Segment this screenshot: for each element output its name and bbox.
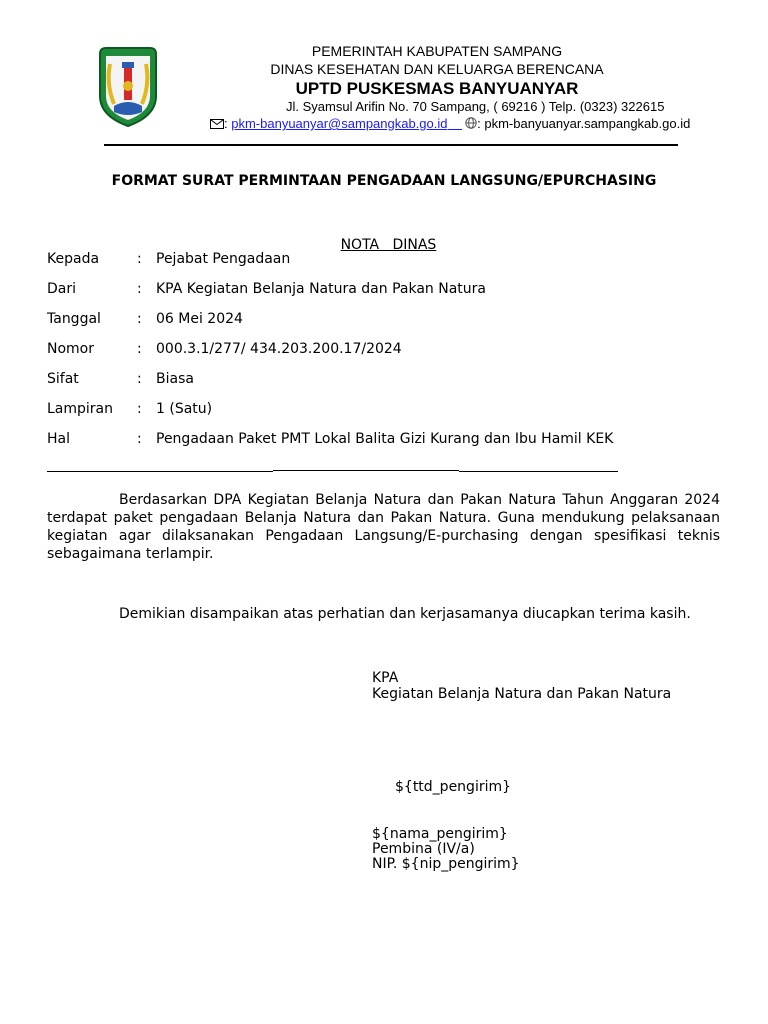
website-text: pkm-banyuanyar.sampangkab.go.id bbox=[484, 116, 691, 131]
meta-value-kepada: Pejabat Pengadaan bbox=[156, 251, 291, 267]
meta-value-nomor: 000.3.1/277/ 434.203.200.17/2024 bbox=[156, 341, 402, 357]
meta-label-kepada: Kepada bbox=[47, 251, 100, 267]
meta-label-tanggal: Tanggal bbox=[47, 311, 101, 327]
meta-value-sifat: Biasa bbox=[156, 371, 194, 387]
meta-value-tanggal: 06 Mei 2024 bbox=[156, 311, 243, 327]
body-paragraph: Berdasarkan DPA Kegiatan Belanja Natura dan Pakan Natura Tahun Anggaran 2024 terdapat paket pengadaan Belanja Natura dan Pakan Natura. Guna mendukung pelaksanaan kegiatan agar dilaksanakan Pengadaan Langsung/E-purchasing dengan spesifikasi teknis sebagaimana terlampir. bbox=[47, 492, 720, 562]
meta-value-dari: KPA Kegiatan Belanja Natura dan Pakan Natura bbox=[156, 281, 486, 297]
meta-colon: : bbox=[137, 251, 142, 267]
letterhead-government: PEMERINTAH KABUPATEN SAMPANG bbox=[311, 43, 563, 59]
meta-label-sifat: Sifat bbox=[47, 371, 79, 387]
shield-emblem-icon bbox=[96, 44, 160, 128]
signer-rank: Pembina (IV/a) bbox=[372, 841, 475, 857]
meta-label-hal: Hal bbox=[47, 431, 70, 447]
meta-label-nomor: Nomor bbox=[47, 341, 94, 357]
separator-line bbox=[47, 471, 273, 472]
meta-colon: : bbox=[137, 431, 142, 447]
envelope-icon bbox=[210, 117, 224, 132]
letterhead-department: DINAS KESEHATAN DAN KELUARGA BERENCANA bbox=[270, 61, 604, 77]
meta-colon: : bbox=[137, 281, 142, 297]
meta-label-dari: Dari bbox=[47, 281, 77, 297]
signature-role: KPA bbox=[372, 670, 399, 686]
meta-colon: : bbox=[137, 341, 142, 357]
email-prefix: : bbox=[224, 116, 232, 131]
letterhead-divider bbox=[104, 144, 678, 146]
letterhead-contact bbox=[210, 116, 690, 132]
separator-line bbox=[273, 470, 459, 471]
closing-paragraph: Demikian disampaikan atas perhatian dan kerjasamanya diucapkan terima kasih. bbox=[119, 606, 691, 622]
nota-dinas-label: NOTA DINAS bbox=[340, 237, 437, 253]
meta-colon: : bbox=[137, 311, 142, 327]
email-link[interactable]: pkm-banyuanyar@sampangkab.go.id bbox=[231, 116, 448, 131]
meta-label-lampiran: Lampiran bbox=[47, 401, 114, 417]
separator-line bbox=[459, 471, 618, 472]
meta-colon: : bbox=[137, 401, 142, 417]
signature-placeholder: ${ttd_pengirim} bbox=[395, 779, 512, 795]
regency-logo bbox=[96, 44, 160, 128]
globe-icon bbox=[465, 117, 477, 132]
document-title: FORMAT SURAT PERMINTAAN PENGADAAN LANGSUNG/EPURCHASING bbox=[111, 173, 657, 189]
meta-value-hal: Pengadaan Paket PMT Lokal Balita Gizi Kurang dan Ibu Hamil KEK bbox=[156, 431, 614, 447]
meta-value-lampiran: 1 (Satu) bbox=[156, 401, 213, 417]
website-prefix: : bbox=[477, 116, 485, 131]
link-underline-gap bbox=[448, 129, 462, 130]
signer-name: ${nama_pengirim} bbox=[372, 826, 508, 842]
signer-nip: NIP. ${nip_pengirim} bbox=[372, 856, 520, 872]
meta-colon: : bbox=[137, 371, 142, 387]
document-subtitle bbox=[0, 221, 768, 253]
signature-unit: Kegiatan Belanja Natura dan Pakan Natura bbox=[372, 686, 672, 702]
letterhead-institution: UPTD PUSKESMAS BANYUANYAR bbox=[295, 79, 579, 98]
letterhead-address: Jl. Syamsul Arifin No. 70 Sampang, ( 69216 ) Telp. (0323) 322615 bbox=[286, 99, 665, 114]
